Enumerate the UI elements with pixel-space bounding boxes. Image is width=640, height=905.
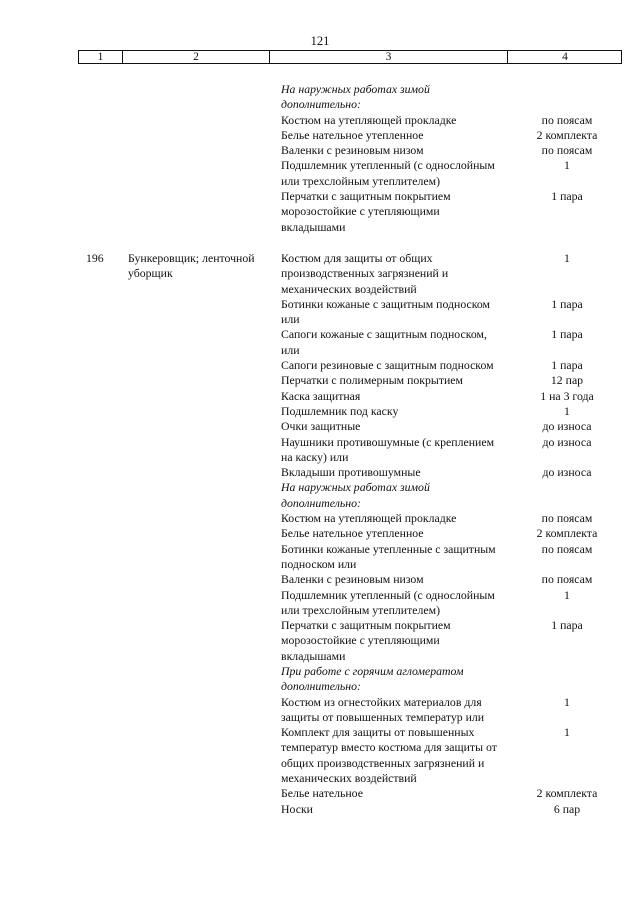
item-description: Белье нательное утепленное <box>281 127 424 142</box>
table-row <box>0 465 640 480</box>
item-quantity: 1 пара <box>551 618 583 633</box>
section-subheading: На наружных работах зимой дополнительно: <box>281 480 430 510</box>
item-description: Костюм на утепляющей прокладке <box>281 511 457 526</box>
table-row <box>0 251 640 297</box>
table-row <box>0 189 640 235</box>
section-subheading: При работе с горячим агломератом дополнительно: <box>281 663 464 694</box>
item-description: Подшлемник утепленный (с однослойным или трехслойным утеплителем) <box>281 158 495 188</box>
table-row <box>0 618 640 664</box>
item-quantity: по поясам <box>541 572 593 587</box>
item-quantity: 1 <box>564 694 570 709</box>
table-row <box>0 404 640 419</box>
item-description: Комплект для защиты от повышенных температур вместо костюма для защиты от общих производственных загрязнений и механических воздействий <box>281 725 497 786</box>
item-description: Костюм из огнестойких материалов для защиты от повышенных температур или <box>281 694 485 724</box>
item-quantity: по поясам <box>541 143 593 158</box>
item-quantity: 1 пара <box>551 189 583 204</box>
table-row <box>0 128 640 143</box>
item-description: Ботинки кожаные с защитным подноском или <box>281 296 491 327</box>
item-description: Перчатки с защитным покрытием морозостойкие с утепляющими вкладышами <box>281 189 451 234</box>
table-row <box>0 480 640 511</box>
item-quantity: 1 на 3 года <box>540 388 594 403</box>
item-description: Перчатки с защитным покрытием морозостойкие с утепляющими вкладышами <box>281 618 451 663</box>
table-row <box>0 297 640 328</box>
table-row <box>0 82 640 113</box>
header-col-2: 2 <box>123 51 270 63</box>
item-quantity: 1 <box>564 587 570 602</box>
table-row <box>0 572 640 587</box>
item-quantity: 2 комплекта <box>536 127 598 142</box>
item-quantity: 1 пара <box>551 358 583 373</box>
table-row <box>0 786 640 801</box>
table-row <box>0 664 640 695</box>
item-quantity: по поясам <box>541 112 593 127</box>
item-quantity: 1 пара <box>551 327 583 342</box>
section-subheading: На наружных работах зимой дополнительно: <box>281 82 430 112</box>
item-description: Сапоги резиновые с защитным подноском <box>281 358 494 373</box>
table-row <box>0 389 640 404</box>
table-body <box>0 82 640 817</box>
item-description: Перчатки с полимерным покрытием <box>281 373 464 388</box>
table-header <box>78 50 622 64</box>
table-row <box>0 588 640 619</box>
item-description: Белье нательное утепленное <box>281 526 424 541</box>
item-description: Костюм для защиты от общих производственных загрязнений и механических воздействий <box>281 250 449 296</box>
item-quantity: 2 комплекта <box>536 526 598 541</box>
item-description: Валенки с резиновым низом <box>281 143 424 158</box>
item-description: Подшлемник под каску <box>281 403 399 418</box>
table-row <box>0 725 640 786</box>
item-quantity: 1 пара <box>551 296 583 311</box>
profession-name: Бункеровщик; ленточной уборщик <box>128 250 255 281</box>
header-col-4: 4 <box>562 51 568 63</box>
table-row <box>0 158 640 189</box>
item-description: Очки защитные <box>281 419 361 434</box>
item-description: Белье нательное <box>281 786 363 801</box>
item-description: Валенки с резиновым низом <box>281 572 424 587</box>
table-row <box>0 358 640 373</box>
table-row <box>0 419 640 434</box>
row-number: 196 <box>86 250 104 265</box>
header-col-1: 1 <box>79 51 123 63</box>
item-description: Вкладыши противошумные <box>281 465 421 480</box>
item-description: Каска защитная <box>281 388 361 403</box>
item-description: Ботинки кожаные утепленные с защитным подноском или <box>281 541 496 571</box>
table-row <box>0 113 640 128</box>
item-quantity: по поясам <box>541 541 593 556</box>
item-description: Носки <box>281 801 313 816</box>
item-quantity: 1 <box>564 725 570 740</box>
item-description: Костюм на утепляющей прокладке <box>281 112 457 127</box>
item-quantity: 1 <box>564 403 570 418</box>
item-description: Наушники противошумные (с креплением на каску) или <box>281 434 495 464</box>
table-row <box>0 327 640 358</box>
item-description: Сапоги кожаные с защитным подноском, или <box>281 327 487 357</box>
table-row <box>0 526 640 541</box>
page-number: 121 <box>310 34 330 48</box>
table-row <box>0 542 640 573</box>
header-col-3: 3 <box>270 51 508 63</box>
item-quantity: 12 пар <box>550 373 584 388</box>
item-quantity: 2 комплекта <box>536 786 598 801</box>
table-row <box>0 511 640 526</box>
item-description: Подшлемник утепленный (с однослойным или трехслойным утеплителем) <box>281 587 495 617</box>
item-quantity: по поясам <box>541 511 593 526</box>
item-quantity: 1 <box>564 158 570 173</box>
table-row <box>0 435 640 466</box>
table-row <box>0 802 640 817</box>
item-quantity: до износа <box>542 419 592 434</box>
item-quantity: 6 пар <box>553 801 581 816</box>
table-row <box>0 695 640 726</box>
table-row <box>0 373 640 388</box>
item-quantity: до износа <box>542 434 592 449</box>
item-quantity: до износа <box>542 465 592 480</box>
row-gap <box>0 235 640 251</box>
item-quantity: 1 <box>564 250 570 265</box>
table-row <box>0 143 640 158</box>
